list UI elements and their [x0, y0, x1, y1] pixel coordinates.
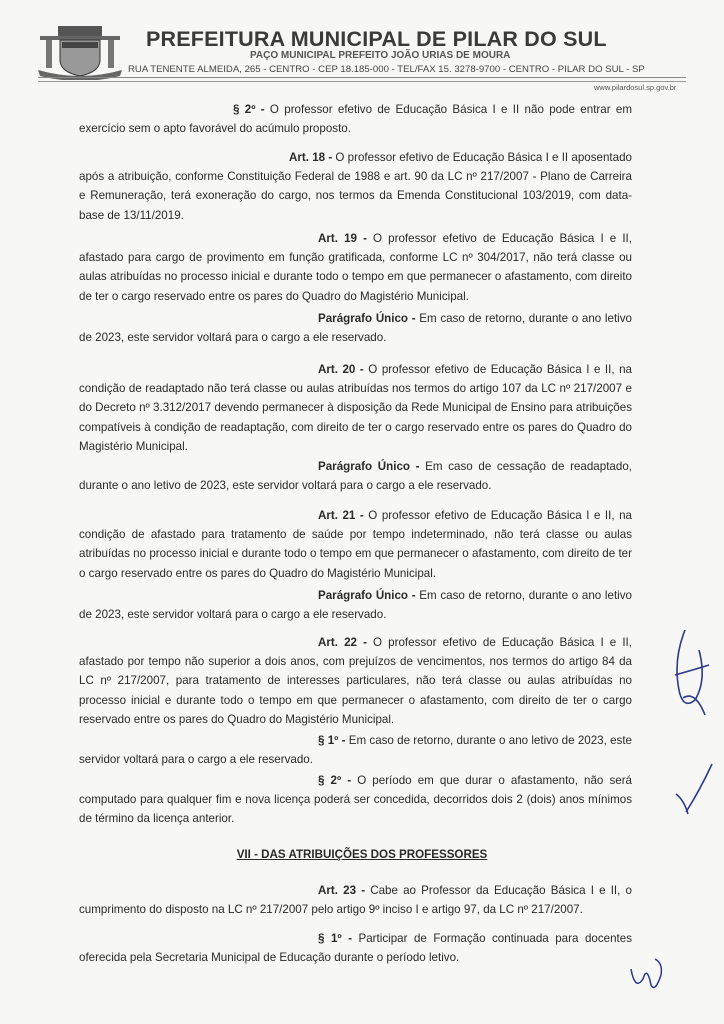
paragraph-text: Em caso de retorno, durante o ano letivo de 2023, este servidor voltará para o cargo a ele reservado.: [79, 589, 632, 622]
header-website: www.pilardosul.sp.gov.br: [594, 83, 677, 92]
paragraph: [79, 360, 632, 456]
paragraph-text: O professor efetivo de Educação Básica I e II, na condição de afastado para tratamento de saúde por tempo indeterminado, não terá classe ou aulas atribuídas no processo inicial e durante todo o tempo em que permanecer o afastamento, com direito de ter o cargo reservado entre os pares do Quadro do Magistério Municipal.: [79, 509, 632, 580]
paragraph: [79, 586, 632, 624]
paragraph-lead: Art. 19 -: [318, 232, 367, 245]
paragraph-lead: Art. 20 -: [318, 363, 364, 376]
paragraph: [79, 731, 632, 769]
paragraph-text: Cabe ao Professor da Educação Básica I e II, o cumprimento do disposto na LC nº 217/2007 pelo artigo 9º inciso I e artigo 97, da LC nº 217/2007.: [79, 884, 632, 917]
paragraph-lead: Art. 23 -: [318, 884, 366, 897]
paragraph: [79, 229, 632, 306]
paragraph-text: O professor efetivo de Educação Básica I e II, afastado por tempo não superior a dois anos, com prejuízos de vencimentos, nos termos do artigo 84 da LC nº 217/2007, para tratamento de interesses particulares, não terá classe ou aulas atribuídas no processo inicial e durante todo o tempo em que permanecer o afastamento, com direito de ter o cargo reservado entre os pares do Quadro do Magistério Municipal.: [79, 636, 632, 726]
handwritten-initials: [665, 620, 715, 720]
paragraph-text: Em caso de retorno, durante o ano letivo de 2023, este servidor voltará para o cargo a ele reservado.: [79, 312, 632, 345]
paragraph: [79, 506, 632, 583]
paragraph: [79, 771, 632, 829]
paragraph-lead: Art. 21 -: [318, 509, 364, 522]
header-address: RUA TENENTE ALMEIDA, 265 - CENTRO - CEP 18.185-000 - TEL/FAX 15. 3278-9700 - CENTRO - PILAR DO SUL - SP: [128, 64, 645, 75]
handwritten-initials: [672, 760, 717, 820]
paragraph-lead: Parágrafo Único -: [318, 589, 416, 602]
paragraph-lead: Art. 22 -: [318, 636, 367, 649]
paragraph-text: Em caso de retorno, durante o ano letivo de 2023, este servidor voltará para o cargo a ele reservado.: [79, 734, 632, 767]
handwritten-initials: [625, 955, 670, 995]
paragraph-lead: § 1º -: [318, 932, 352, 945]
header-divider: [38, 77, 686, 82]
paragraph-lead: Parágrafo Único -: [318, 460, 420, 473]
paragraph-text: Participar de Formação continuada para docentes oferecida pela Secretaria Municipal de Educação durante o período letivo.: [79, 932, 632, 965]
paragraph: [79, 100, 632, 138]
header-title: PREFEITURA MUNICIPAL DE PILAR DO SUL: [146, 27, 607, 51]
paragraph-text: O professor efetivo de Educação Básica I e II não pode entrar em exercício sem o apto favorável do acúmulo proposto.: [79, 103, 632, 136]
paragraph-lead: § 2º -: [318, 774, 352, 787]
paragraph: [79, 148, 632, 225]
paragraph: [79, 309, 632, 347]
paragraph-lead: § 1º -: [318, 734, 346, 747]
paragraph: [79, 633, 632, 729]
paragraph-text: O período em que durar o afastamento, não será computado para qualquer fim e nova licença poderá ser concedida, decorridos dois 2 (dois) anos mínimos de término da licença anterior.: [79, 774, 633, 826]
paragraph-lead: § 2º -: [233, 103, 265, 116]
paragraph-lead: Art. 18 -: [289, 151, 333, 164]
paragraph-text: O professor efetivo de Educação Básica I e II, afastado para cargo de provimento em função gratificada, conforme LC nº 304/2017, não terá classe ou aulas atribuídas no processo inicial e durante todo o tempo em que permanecer o afastamento, com direito de ter o cargo reservado entre os pares do Quadro do Magistério Municipal.: [79, 232, 632, 303]
paragraph: [79, 929, 632, 967]
paragraph-text: O professor efetivo de Educação Básica I e II, na condição de readaptado não terá classe ou aulas atribuídas nos termos do artigo 107 da LC nº 217/2007 e do Decreto nº 3.312/2017 devendo permanecer à disposição da Rede Municipal de Ensino para atribuições compatíveis à condição de readaptação, com direito de ter o cargo reservado entre os pares do Quadro do Magistério Municipal.: [79, 363, 632, 453]
municipal-coat-of-arms: [36, 24, 124, 80]
paragraph-text: Em caso de cessação de readaptado, durante o ano letivo de 2023, este servidor voltará para o cargo a ele reservado.: [79, 460, 632, 493]
paragraph-text: O professor efetivo de Educação Básica I e II aposentado após a atribuição, conforme Constituição Federal de 1988 e art. 90 da LC nº 217/2007 - Plano de Carreira e Remuneração, terá exoneração do cargo, nos termos da Emenda Constitucional 103/2019, com data-base de 13/11/2019.: [79, 151, 632, 222]
section-heading: VII - DAS ATRIBUIÇÕES DOS PROFESSORES: [236, 848, 488, 861]
header-subtitle: PAÇO MUNICIPAL PREFEITO JOÃO URIAS DE MOURA: [250, 50, 511, 61]
paragraph-lead: Parágrafo Único -: [318, 312, 416, 325]
paragraph: [79, 881, 632, 919]
paragraph: [79, 457, 632, 495]
